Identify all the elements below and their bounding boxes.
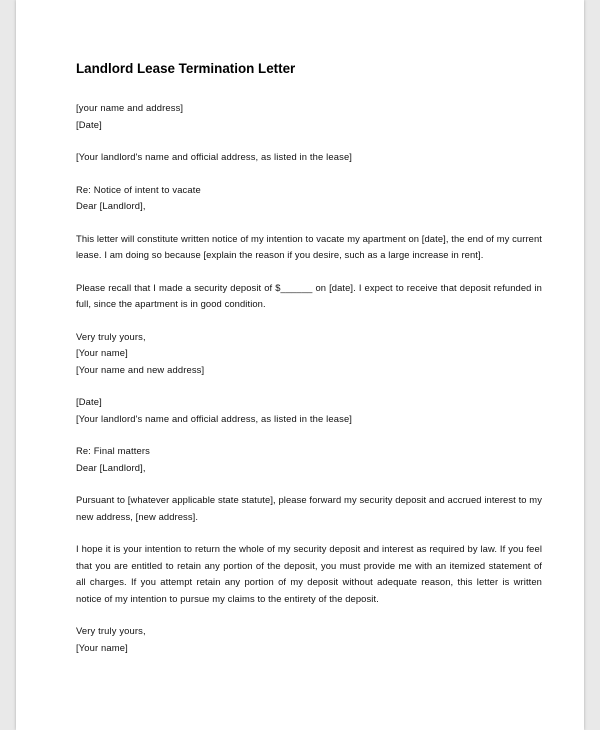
salutation: Dear [Landlord], [76, 200, 146, 211]
second-subject-block [76, 443, 542, 476]
second-signature-name: [Your name] [76, 641, 128, 653]
body-paragraph: Pursuant to [whatever applicable state statute], please forward my security deposit and accrued interest to my new address, [new address]. [76, 494, 542, 522]
second-closing-block [76, 623, 542, 656]
second-letter-header [76, 394, 542, 427]
document-content [76, 60, 542, 656]
signature-name: [Your name] [76, 347, 128, 358]
signature-new-address: [Your name and new address] [76, 363, 205, 375]
second-subject-line: Re: Final matters [76, 445, 150, 456]
closing-phrase: Very truly yours, [76, 330, 146, 342]
subject-block [76, 182, 542, 215]
second-letter-date: [Date] [76, 396, 102, 407]
subject-line: Re: Notice of intent to vacate [76, 183, 201, 195]
body-paragraph: Please recall that I made a security deposit of $______ on [date]. I expect to receive that deposit refunded in full, since the apartment is in good condition. [76, 281, 542, 309]
sender-block [76, 100, 542, 133]
document-title: Landlord Lease Termination Letter [76, 61, 296, 76]
body-paragraph: This letter will constitute written notice of my intention to vacate my apartment on [date], the end of my current lease. I am doing so because [explain the reason if you desire, such as a large increase in rent]. [76, 232, 542, 260]
document-page [16, 0, 584, 730]
sender-name-address: [your name and address] [76, 102, 184, 113]
closing-block [76, 329, 542, 379]
second-salutation: Dear [Landlord], [76, 461, 146, 473]
sender-date: [Date] [76, 118, 102, 130]
recipient-address: [Your landlord's name and official address, as listed in the lease] [76, 151, 353, 162]
second-closing-phrase: Very truly yours, [76, 625, 146, 636]
second-recipient-address: [Your landlord's name and official address, as listed in the lease] [76, 412, 353, 424]
body-paragraph: I hope it is your intention to return the whole of my security deposit and interest as required by law. If you feel that you are entitled to retain any portion of the deposit, you must provide me with an itemized statement of all charges. If you attempt retain any portion of my deposit without adequate reason, this letter is written notice of my intention to pursue my claims to the entirety of the deposit. [76, 543, 542, 604]
